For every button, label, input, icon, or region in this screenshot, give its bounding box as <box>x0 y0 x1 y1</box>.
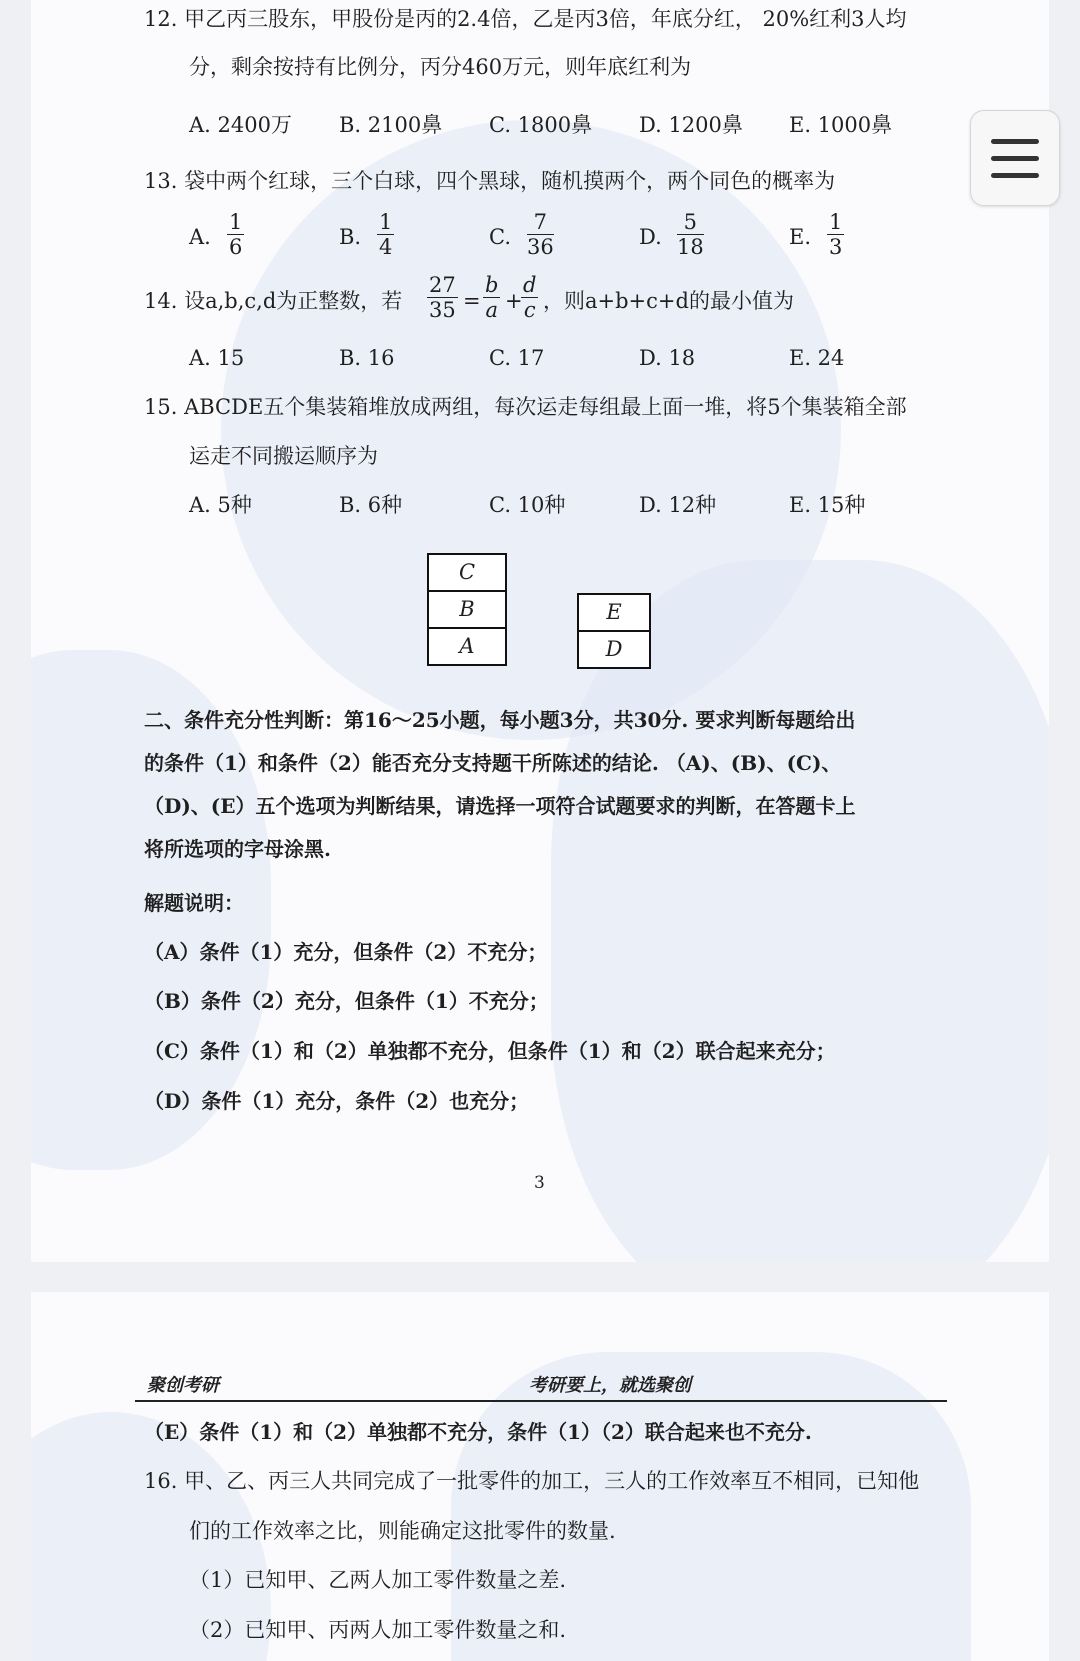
container-c: C <box>429 555 505 592</box>
explain-a: （A）条件（1）充分，但条件（2）不充分； <box>144 940 548 964</box>
hamburger-menu-icon <box>991 173 1039 178</box>
q13-option-d-fraction <box>677 210 704 259</box>
section2-line1: 二、条件充分性判断：第16～25小题，每小题3分，共30分. 要求判断每题给出 <box>144 708 856 732</box>
q15-option-c: C. 10种 <box>489 493 566 517</box>
section2-line3: （D)、(E）五个选项为判断结果，请选择一项符合试题要求的判断，在答题卡上 <box>144 794 856 818</box>
q13-e-num: 1 <box>829 210 843 234</box>
q16-condition-2: （2）已知甲、丙两人加工零件数量之和. <box>189 1618 567 1642</box>
q14-option-b: B. 16 <box>339 346 395 370</box>
container-d: D <box>605 637 623 661</box>
q15-option-d: D. 12种 <box>639 493 717 517</box>
q12-option-b: B. 2100鼻 <box>339 113 443 137</box>
menu-button[interactable] <box>970 110 1060 206</box>
q13-a-num: 1 <box>229 210 243 234</box>
q15-line2: 运走不同搬运顺序为 <box>189 444 378 468</box>
q16-line2: 们的工作效率之比，则能确定这批零件的数量. <box>189 1519 616 1543</box>
q13-option-b-fraction <box>377 210 394 259</box>
page-number: 3 <box>534 1173 545 1193</box>
q13-option-d-letter: D. <box>639 225 662 249</box>
q16-condition-1: （1）已知甲、乙两人加工零件数量之差. <box>189 1568 567 1592</box>
q14-option-c: C. 17 <box>489 346 545 370</box>
explain-e: （E）条件（1）和（2）单独都不充分，条件（1）（2）联合起来也不充分. <box>144 1420 812 1444</box>
q14-fraction-b-a <box>483 273 500 322</box>
header-brand: 聚创考研 <box>147 1375 219 1396</box>
q14-f3-den: c <box>523 298 536 322</box>
q12-line1: 12. 甲乙丙三股东，甲股份是丙的2.4倍，乙是丙3倍，年底分红， 20%红利3人均 <box>144 7 907 31</box>
q12-line2: 分，剩余按持有比例分，丙分460万元，则年底红利为 <box>189 55 692 79</box>
explain-b: （B）条件（2）充分，但条件（1）不充分； <box>144 989 549 1013</box>
q13-option-b-letter: B. <box>339 225 362 249</box>
q14-f3-num: d <box>523 273 537 297</box>
q13-d-den: 18 <box>677 235 704 259</box>
section2-line2: 的条件（1）和条件（2）能否充分支持题干所陈述的结论. （A)、(B)、(C)、 <box>144 751 842 775</box>
header-slogan: 考研要上，就选聚创 <box>529 1375 691 1396</box>
q14-f2-den: a <box>485 298 498 322</box>
q13-text: 13. 袋中两个红球，三个白球，四个黑球，随机摸两个，两个同色的概率为 <box>144 169 836 193</box>
exam-page-3 <box>31 0 1049 1262</box>
q12-option-e: E. 1000鼻 <box>789 113 893 137</box>
q13-c-den: 36 <box>527 235 554 259</box>
q12-option-d: D. 1200鼻 <box>639 113 743 137</box>
q15-option-a: A. 5种 <box>189 493 252 517</box>
q15-option-e: E. 15种 <box>789 493 866 517</box>
q13-option-c-fraction <box>527 210 554 259</box>
q14-f1-num: 27 <box>429 273 456 297</box>
explain-d: （D）条件（1）充分，条件（2）也充分； <box>144 1089 530 1113</box>
q15-line1: 15. ABCDE五个集装箱堆放成两组，每次运走每组最上面一堆，将5个集装箱全部 <box>144 395 907 419</box>
explain-c: （C）条件（1）和（2）单独都不充分，但条件（1）和（2）联合起来充分； <box>144 1039 836 1063</box>
q14-f1-den: 35 <box>429 298 456 322</box>
q13-c-num: 7 <box>527 210 554 235</box>
q15-option-b: B. 6种 <box>339 493 403 517</box>
q14-option-a: A. 15 <box>189 346 245 370</box>
q16-line1: 16. 甲、乙、丙三人共同完成了一批零件的加工，三人的工作效率互不相同，已知他 <box>144 1469 920 1493</box>
q14-option-e: E. 24 <box>789 346 845 370</box>
q13-e-den: 3 <box>829 235 843 259</box>
q12-option-c: C. 1800鼻 <box>489 113 593 137</box>
q13-b-den: 4 <box>379 235 393 259</box>
q14-equals: = <box>463 289 481 313</box>
q13-a-den: 6 <box>229 235 243 259</box>
q13-option-a-fraction <box>227 210 244 259</box>
hamburger-menu-icon <box>991 139 1039 144</box>
q14-fraction-d-c <box>521 273 538 322</box>
explain-title: 解题说明： <box>144 891 244 915</box>
container-stack-left <box>427 553 507 666</box>
q13-d-num: 5 <box>677 210 704 235</box>
container-a: A <box>459 634 475 658</box>
q14-suffix: ，则a+b+c+d的最小值为 <box>543 289 794 313</box>
exam-page-4 <box>31 1292 1049 1661</box>
q12-option-a: A. 2400万 <box>189 113 292 137</box>
container-stack-right <box>577 593 651 669</box>
q13-option-e-letter: E. <box>789 225 812 249</box>
section2-line4: 将所选项的字母涂黑. <box>144 837 331 861</box>
q14-fraction-27-35 <box>427 273 458 322</box>
q14-plus: + <box>505 289 523 313</box>
q13-option-c-letter: C. <box>489 225 511 249</box>
header-rule <box>135 1400 947 1402</box>
container-e: E <box>579 595 649 632</box>
q14-option-d: D. 18 <box>639 346 696 370</box>
q13-option-e-fraction <box>827 210 844 259</box>
q13-option-a-letter: A. <box>189 225 211 249</box>
hamburger-menu-icon <box>991 156 1039 161</box>
container-b: B <box>429 592 505 629</box>
q14-f2-num: b <box>485 273 499 297</box>
q14-prefix: 14. 设a,b,c,d为正整数，若 <box>144 289 403 313</box>
q13-b-num: 1 <box>379 210 393 234</box>
